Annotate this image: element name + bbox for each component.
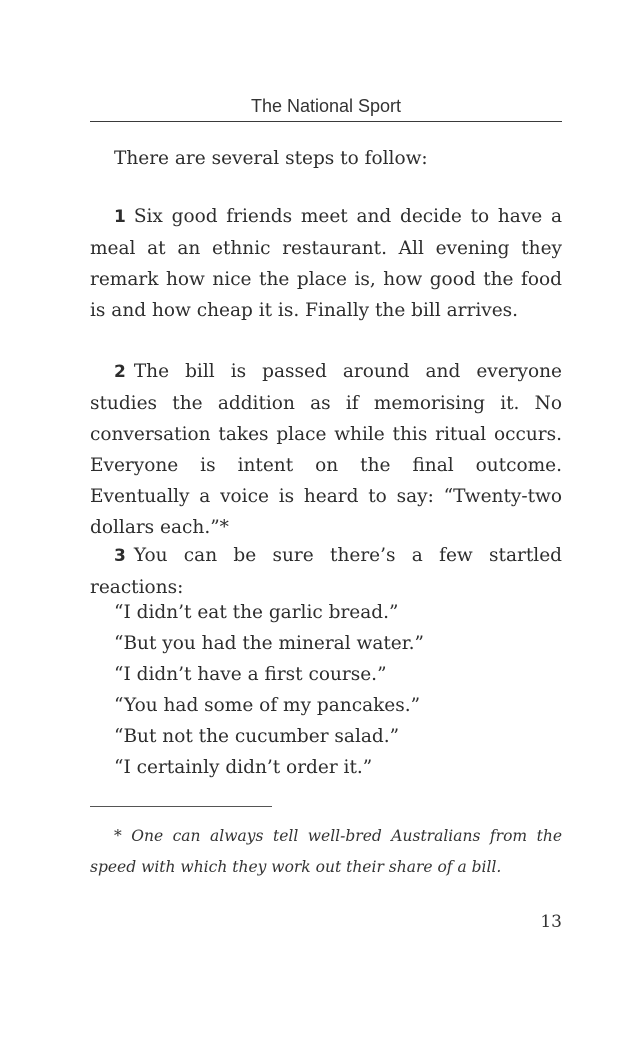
- step-2-text: The bill is passed around and everyone studies the addition as if memorising it. No conversation takes place while this ritual occurs. Everyone is intent on the final outcome. Eventually a voice is heard to say: “Twenty-two dollars each.”*: [90, 361, 562, 538]
- step-2-paragraph: [90, 356, 562, 543]
- dialogue-line: “But not the cucumber salad.”: [114, 726, 400, 747]
- header-rule: [90, 121, 562, 122]
- page-number: 13: [540, 912, 562, 932]
- step-3-number: 3: [114, 546, 126, 566]
- footnote-rule: [90, 806, 272, 807]
- dialogue-line: “I didn’t eat the garlic bread.”: [114, 602, 399, 623]
- step-3-text: You can be sure there’s a few startled reactions:: [90, 545, 562, 598]
- step-2-number: 2: [114, 362, 126, 382]
- dialogue-line: “I didn’t have a first course.”: [114, 664, 387, 685]
- step-1-number: 1: [114, 207, 126, 227]
- step-1-paragraph: [90, 201, 562, 326]
- dialogue-line: “But you had the mineral water.”: [114, 633, 424, 654]
- step-3-paragraph: [90, 540, 562, 603]
- dialogue-line: “You had some of my pancakes.”: [114, 695, 421, 716]
- intro-paragraph: There are several steps to follow:: [114, 148, 428, 169]
- footnote: * One can always tell well-bred Australians from the speed with which they work out their share of a bill.: [90, 827, 562, 876]
- dialogue-line: “I certainly didn’t order it.”: [114, 757, 373, 778]
- step-1-text: Six good friends meet and decide to have a meal at an ethnic restaurant. All evening they remark how nice the place is, how good the food is and how cheap it is. Finally the bill arrives.: [90, 206, 562, 321]
- running-head: The National Sport: [250, 96, 402, 116]
